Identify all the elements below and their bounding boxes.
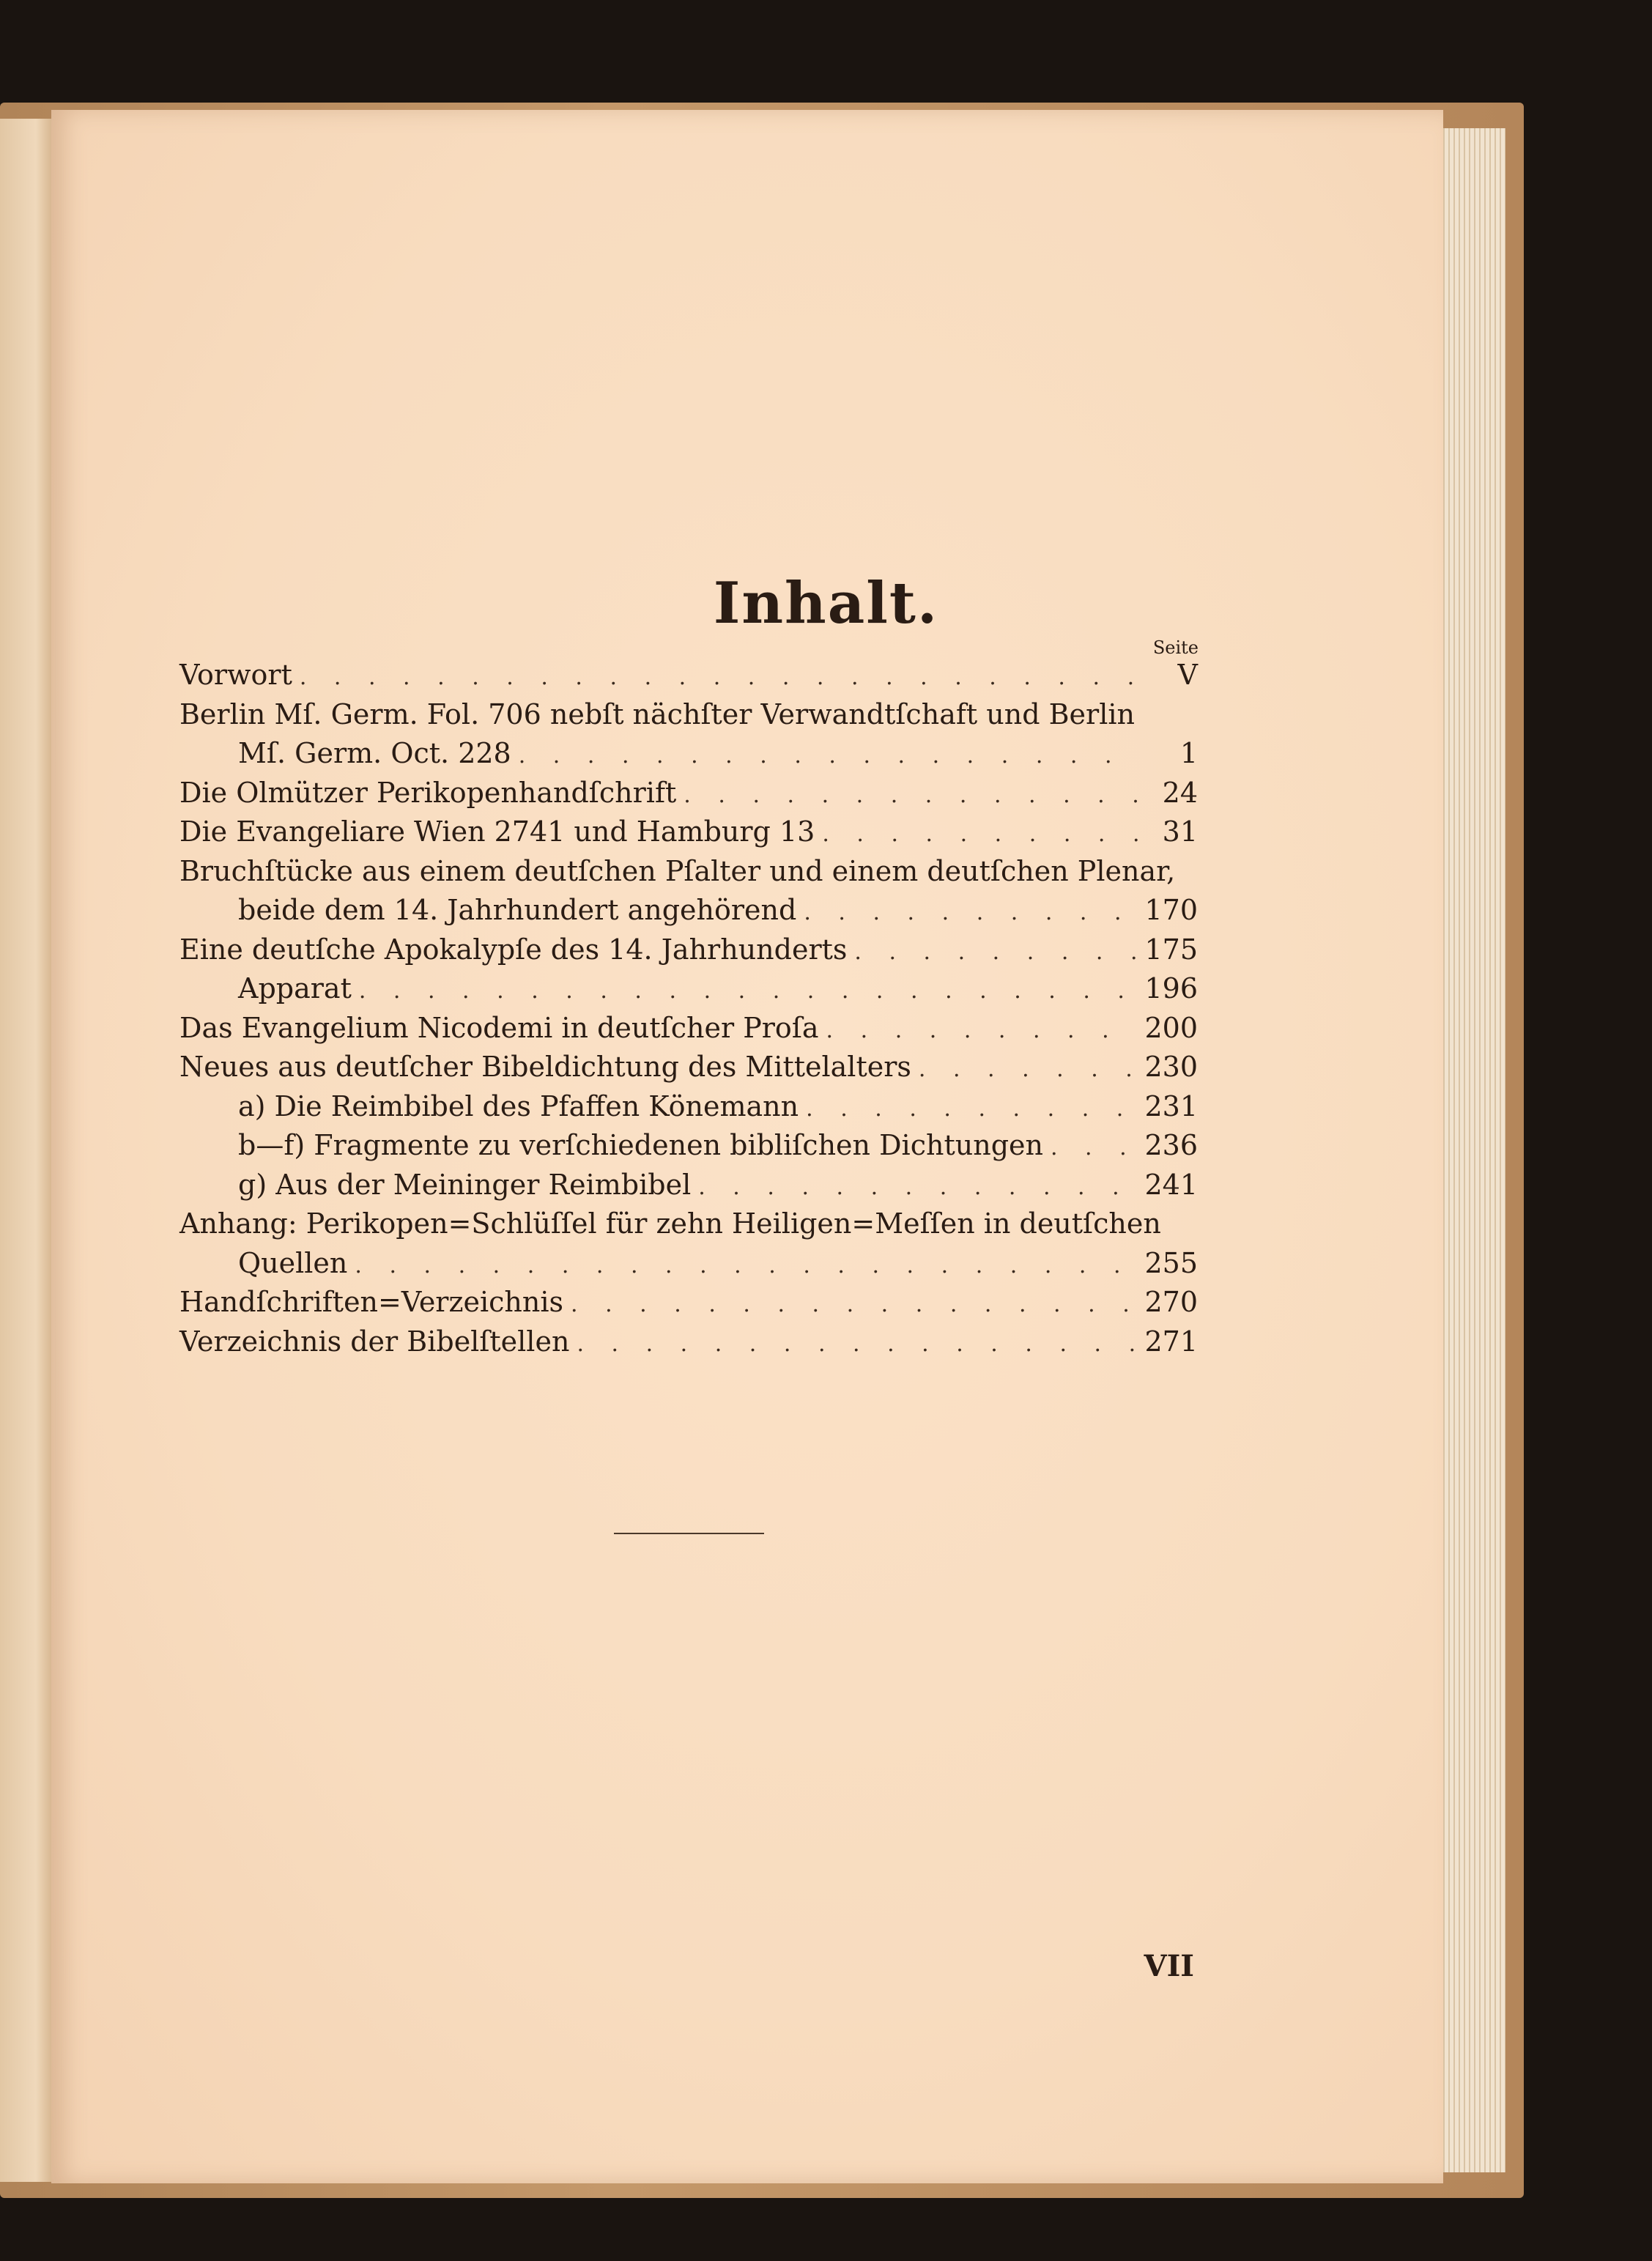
toc-entry-title: Bruchſtücke aus einem deutſchen Pſalter und einem deutſchen Plenar, bbox=[179, 854, 1176, 887]
toc-entry bbox=[179, 1166, 1198, 1205]
dot-leader bbox=[684, 776, 1139, 815]
toc-entry-page: 196 bbox=[1144, 972, 1198, 1004]
dot-leader bbox=[571, 1285, 1137, 1325]
dot-leader bbox=[919, 1050, 1138, 1089]
toc-entry bbox=[179, 1322, 1198, 1362]
dot-leader bbox=[519, 736, 1139, 776]
dot-leader bbox=[300, 658, 1139, 697]
toc-entry bbox=[179, 813, 1198, 852]
page-number: VII bbox=[1144, 1949, 1194, 1983]
toc-entry-title: Anhang: Perikopen=Schlüſſel für zehn Heiligen=Meſſen in deutſchen bbox=[179, 1207, 1161, 1240]
page-column-header: Seite bbox=[1152, 637, 1199, 658]
toc-entry-title: Eine deutſche Apokalypſe des 14. Jahrhunderts bbox=[179, 933, 848, 966]
dot-leader bbox=[355, 1246, 1137, 1286]
toc-entry-page: 270 bbox=[1144, 1286, 1198, 1318]
toc-entry bbox=[179, 774, 1198, 813]
left-page-edge bbox=[0, 119, 51, 2182]
toc-entry bbox=[179, 1283, 1198, 1322]
end-rule bbox=[614, 1533, 764, 1534]
dot-leader bbox=[854, 933, 1137, 972]
dot-leader bbox=[1051, 1128, 1137, 1168]
dot-leader bbox=[826, 1011, 1138, 1051]
toc-entry-title: Vorwort bbox=[179, 659, 292, 691]
toc-entry-title: a) Die Reimbibel des Pfaffen Könemann bbox=[238, 1089, 799, 1122]
toc-entry bbox=[179, 1048, 1198, 1087]
toc-entry-title: Quellen bbox=[238, 1246, 348, 1279]
toc-entry-page: 200 bbox=[1144, 1011, 1198, 1044]
toc-entry-title: b—f) Fragmente zu verſchiedenen bibliſchen Dichtungen bbox=[238, 1129, 1043, 1161]
toc-entry-page: 31 bbox=[1162, 815, 1198, 848]
toc-entry bbox=[179, 930, 1198, 970]
toc-entry-page: 175 bbox=[1144, 933, 1198, 966]
toc-entry-title: Mſ. Germ. Oct. 228 bbox=[238, 737, 511, 769]
toc-entry-title: Die Evangeliare Wien 2741 und Hamburg 13 bbox=[179, 815, 815, 848]
toc-entry-page: 255 bbox=[1144, 1246, 1198, 1279]
dot-leader bbox=[359, 972, 1138, 1011]
dot-leader bbox=[822, 815, 1139, 854]
toc-entry-page: 1 bbox=[1179, 737, 1198, 769]
toc-entry-page: 271 bbox=[1144, 1325, 1198, 1358]
page-stack-edge bbox=[1440, 128, 1505, 2172]
toc-entry-page: 24 bbox=[1162, 776, 1198, 809]
toc-entry bbox=[179, 1204, 1198, 1244]
toc-entry bbox=[179, 1009, 1198, 1048]
toc-entry-title: Berlin Mſ. Germ. Fol. 706 nebſt nächſter Verwandtſchaft und Berlin bbox=[179, 697, 1135, 730]
toc-entry-page: 236 bbox=[1144, 1129, 1198, 1161]
dot-leader bbox=[804, 893, 1137, 933]
toc-entry bbox=[179, 656, 1198, 695]
page-title: Inhalt. bbox=[713, 570, 939, 637]
toc-entry-title: beide dem 14. Jahrhundert angehörend bbox=[238, 894, 797, 926]
toc-entry bbox=[179, 852, 1198, 892]
toc-entry-title: Apparat bbox=[238, 972, 352, 1004]
toc-entry-title: Handſchriften=Verzeichnis bbox=[179, 1286, 564, 1318]
toc-entry-page: 241 bbox=[1144, 1168, 1198, 1201]
toc-entry bbox=[179, 891, 1198, 930]
toc-entry-title: Die Olmützer Perikopenhandſchrift bbox=[179, 776, 677, 809]
dot-leader bbox=[806, 1089, 1137, 1129]
table-of-contents bbox=[179, 656, 1198, 1361]
toc-entry bbox=[179, 1244, 1198, 1284]
toc-entry-title: Neues aus deutſcher Bibeldichtung des Mittelalters bbox=[179, 1051, 911, 1083]
toc-entry bbox=[179, 969, 1198, 1009]
toc-entry-title: Das Evangelium Nicodemi in deutſcher Proſa bbox=[179, 1011, 819, 1044]
toc-entry-page: 230 bbox=[1144, 1051, 1198, 1083]
toc-entry-page: 231 bbox=[1144, 1089, 1198, 1122]
toc-entry-title: g) Aus der Meininger Reimbibel bbox=[238, 1168, 692, 1201]
dot-leader bbox=[577, 1325, 1137, 1364]
dot-leader bbox=[698, 1168, 1137, 1207]
toc-entry-page: 170 bbox=[1144, 894, 1198, 926]
toc-entry bbox=[179, 695, 1198, 735]
toc-entry-page: V bbox=[1177, 659, 1198, 691]
toc-entry bbox=[179, 734, 1198, 774]
toc-entry bbox=[179, 1126, 1198, 1166]
toc-entry bbox=[179, 1087, 1198, 1127]
toc-entry-title: Verzeichnis der Bibelſtellen bbox=[179, 1325, 570, 1358]
